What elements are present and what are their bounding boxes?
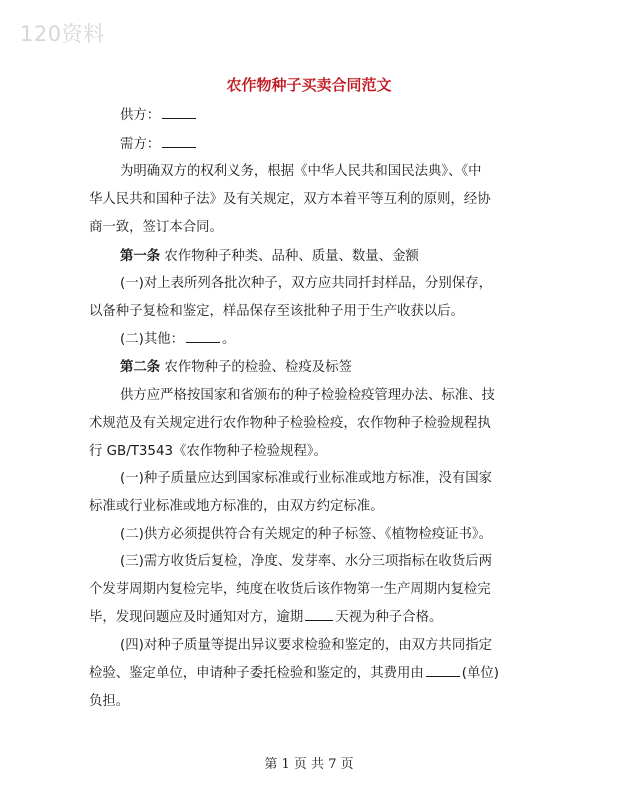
paragraph-line: 个发芽周期内复检完毕，纯度在收货后该作物第一生产周期内复检完: [89, 582, 491, 597]
deadline-suffix: 天视为种子合格。: [335, 610, 443, 625]
supplier-blank: [162, 105, 196, 119]
cost-text: 检验、鉴定单位，申请种子委托检验和鉴定的，其费用由: [89, 666, 424, 681]
paragraph-line: 以备种子复检和鉴定，样品保存至该批种子用于生产收获以后。: [89, 304, 464, 319]
article-number: 第一条: [120, 249, 161, 264]
paragraph-line: 负担。: [89, 694, 130, 709]
paragraph-line: 为明确双方的权利义务，根据《中华人民共和国民法典》、《中: [120, 164, 482, 179]
paragraph-line: (一)种子质量应达到国家标准或行业标准或地方标准，没有国家: [120, 471, 492, 486]
page-footer: 第 1 页 共 7 页: [264, 757, 354, 772]
cost-party-blank: [426, 663, 460, 677]
paragraph-line: 术规范及有关规定进行农作物种子检验检疫，农作物种子检验规程执: [89, 416, 491, 431]
paragraph-line: (一)对上表所列各批次种子，双方应共同扦封样品，分别保存，: [120, 276, 492, 291]
paragraph-line: 供方应严格按国家和省颁布的种子检验检疫管理办法、标准、技: [120, 388, 495, 403]
document-title: 农作物种子买卖合同范文: [226, 76, 392, 94]
article-number: 第二条: [120, 360, 161, 375]
buyer-line: [120, 133, 198, 152]
paragraph-line: (四)对种子质量等提出异议要求检验和鉴定的，由双方共同指定: [120, 638, 492, 653]
paragraph-line: 商一致，签订本合同。: [89, 220, 223, 235]
article-heading-text: 农作物种子种类、品种、质量、数量、金额: [160, 249, 419, 264]
supplier-label: 供方：: [120, 108, 161, 123]
supplier-line: [120, 104, 198, 123]
cost-line: [89, 662, 499, 681]
paragraph-line: 标准或行业标准或地方标准的，由双方约定标准。: [89, 499, 384, 514]
deadline-line: [89, 606, 442, 625]
article-2-heading: [120, 356, 352, 375]
paragraph-line: 华人民共和国种子法》及有关规定，双方本着平等互利的原则，经协: [89, 192, 491, 207]
other-blank: [186, 329, 220, 343]
article-heading-text: 农作物种子的检验、检疫及标签: [160, 360, 352, 375]
article-1-heading: [120, 245, 419, 264]
other-label: (二)其他：: [120, 332, 185, 347]
paragraph-line: 行 GB/T3543《农作物种子检验规程》。: [89, 444, 327, 459]
days-blank: [305, 607, 333, 621]
cost-suffix: (单位): [461, 666, 499, 681]
buyer-blank: [162, 134, 196, 148]
other-period: 。: [222, 332, 236, 347]
buyer-label: 需方：: [120, 137, 161, 152]
paragraph-line: (三)需方收货后复检，净度、发芽率、水分三项指标在收货后两: [120, 554, 492, 569]
deadline-text: 毕，发现问题应及时通知对方，逾期: [89, 610, 304, 625]
other-line: [120, 328, 235, 347]
paragraph-line: (二)供方必须提供符合有关规定的种子标签、《植物检疫证书》。: [120, 527, 492, 542]
watermark-logo: 120资料: [20, 22, 105, 46]
